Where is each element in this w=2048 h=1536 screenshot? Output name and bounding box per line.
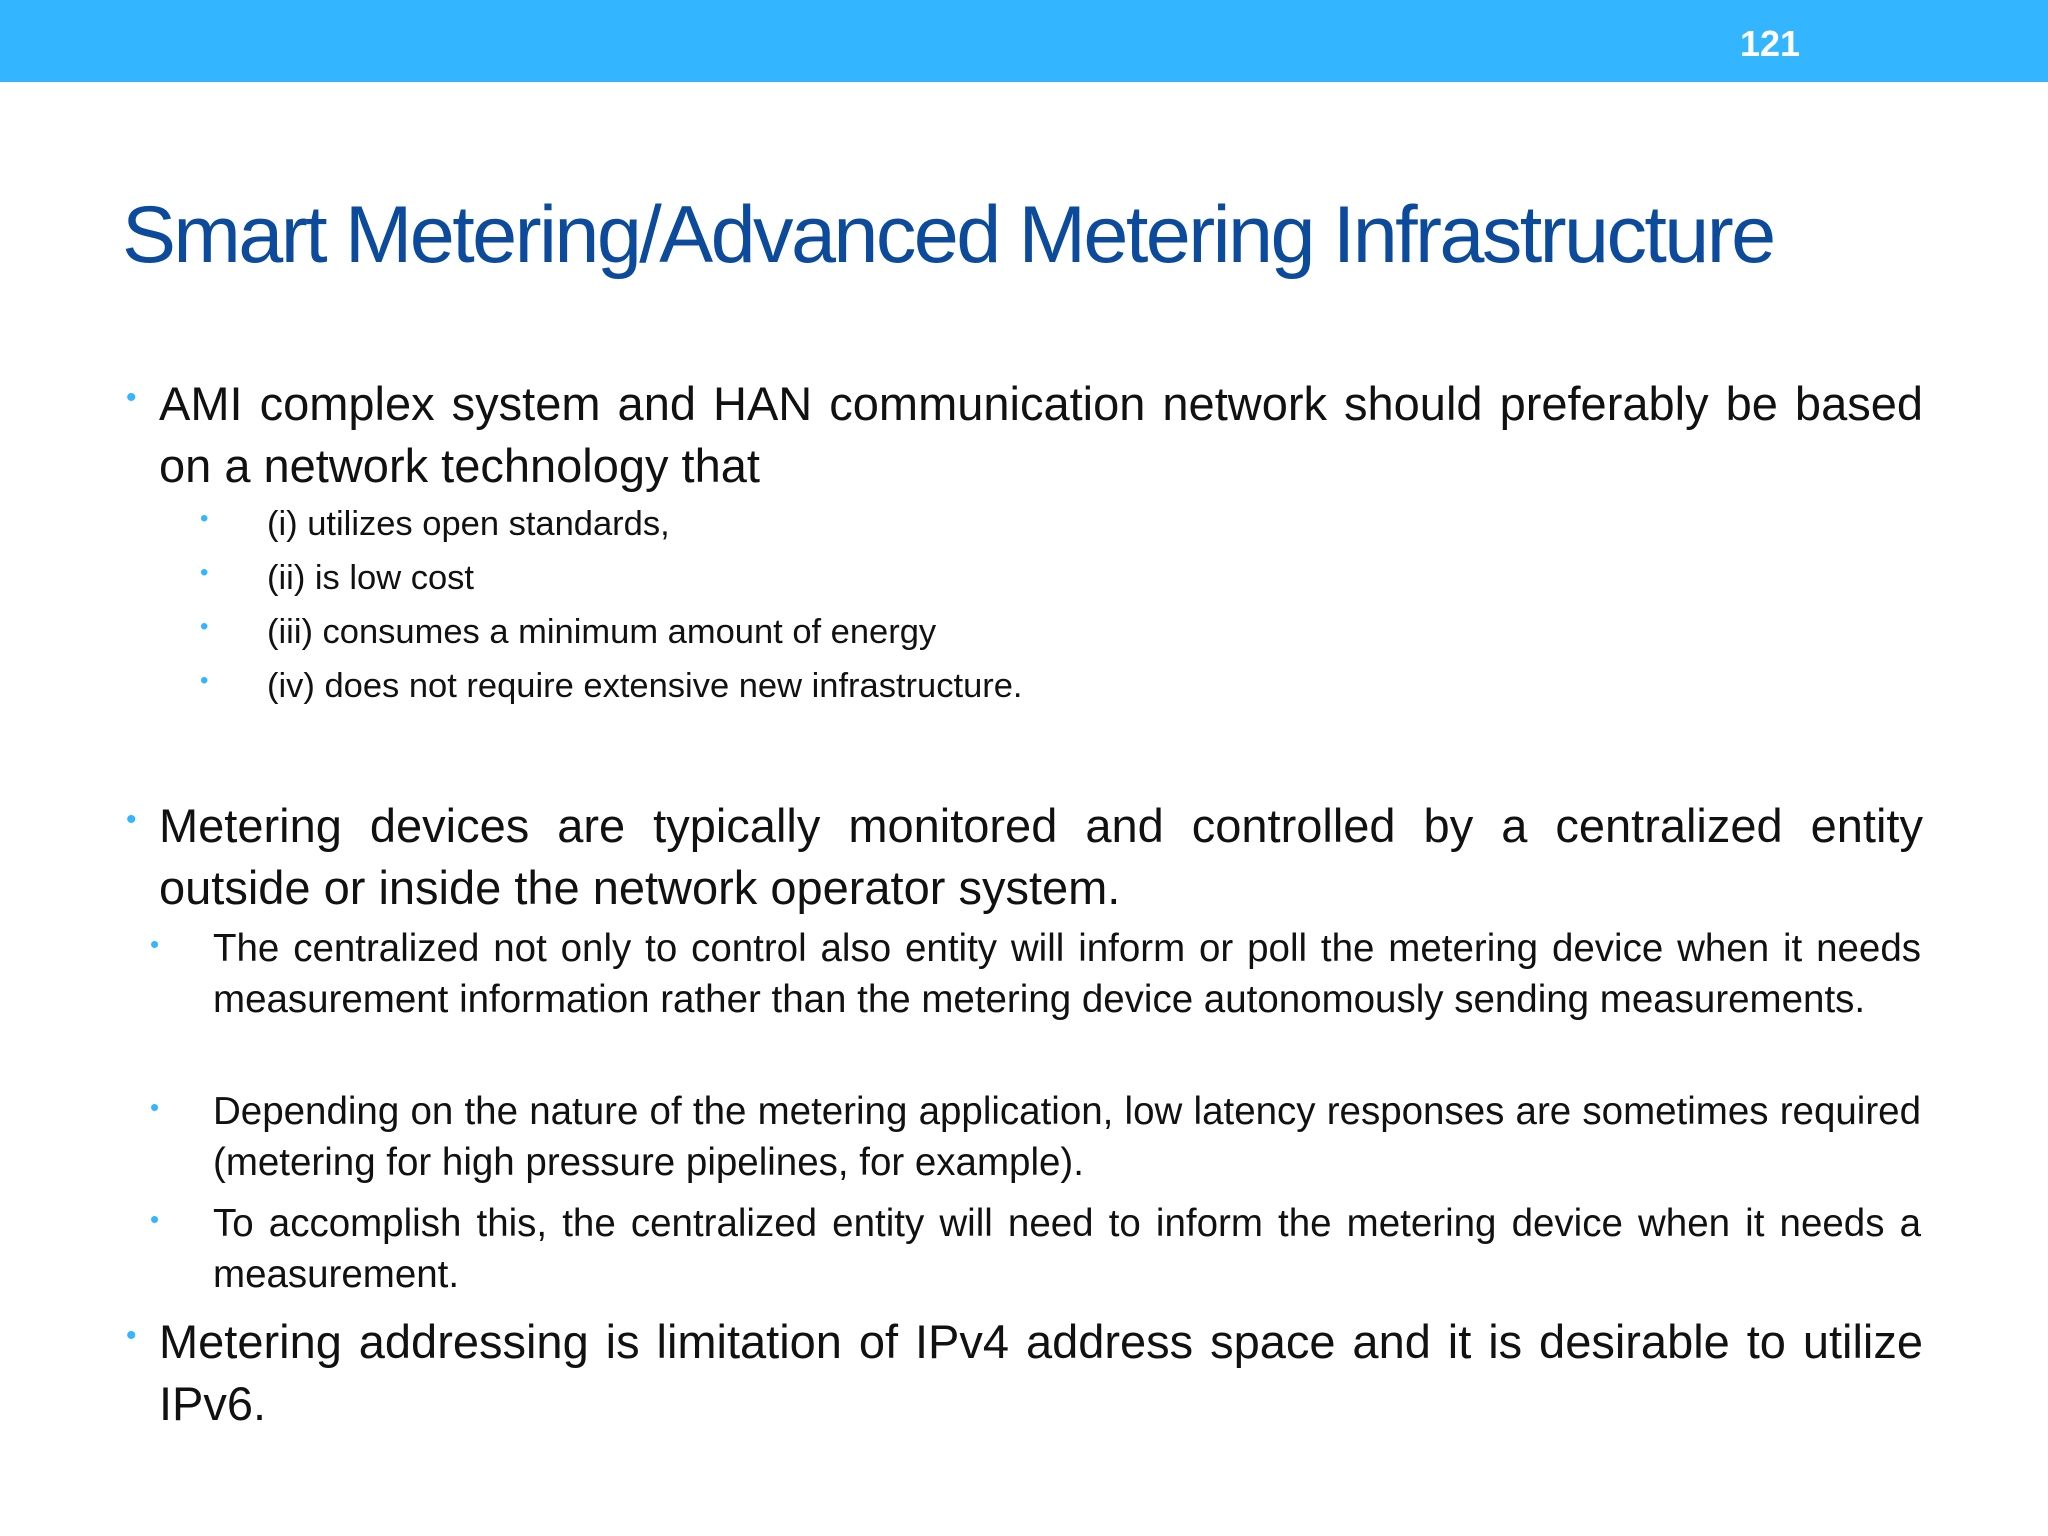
sub-bullet-text: The centralized not only to control also entity will inform or poll the metering device when it needs measurement information rather than the metering device autonomously sending measurements. [213, 927, 1921, 1021]
bullet-text: Metering devices are typically monitored and controlled by a centralized entity outside or inside the network operator system. [159, 799, 1923, 914]
sub-bullet-text: (iv) does not require extensive new infrastructure. [267, 667, 1023, 705]
bullet-dot-icon: • [126, 381, 137, 414]
bullet-text: AMI complex system and HAN communication network should preferably be based on a network technology that [159, 377, 1923, 492]
sub-bullet-item [150, 1086, 1921, 1188]
top-banner [0, 0, 2048, 82]
sub-bullet-text: (ii) is low cost [267, 559, 475, 597]
bullet-dot-icon: • [150, 929, 160, 959]
sub-bullet-text: (iii) consumes a minimum amount of energy [267, 613, 937, 651]
bullet-dot-icon: • [200, 505, 209, 532]
bullet-dot-icon: • [126, 1319, 137, 1352]
sub-bullet-text: To accomplish this, the centralized entity will need to inform the metering device when it needs a measurement. [213, 1202, 1921, 1296]
bullet-dot-icon: • [200, 559, 209, 586]
sub-bullet-item [200, 497, 1567, 551]
sub-bullet-item [200, 551, 1567, 605]
bullet-dot-icon: • [200, 667, 209, 694]
sub-bullet-text: (i) utilizes open standards, [267, 505, 670, 543]
sub-bullet-item [200, 605, 1567, 659]
bullet-dot-icon: • [150, 1092, 160, 1122]
bullet-item [126, 1311, 1923, 1435]
sub-bullet-item [150, 923, 1921, 1025]
bullet-text: Metering addressing is limitation of IPv4 address space and it is desirable to utilize IPv6. [159, 1315, 1923, 1430]
bullet-dot-icon: • [200, 613, 209, 640]
sub-bullet-text: Depending on the nature of the metering application, low latency responses are sometimes required (metering for high pressure pipelines, for example). [213, 1090, 1921, 1184]
bullet-item [126, 373, 1923, 497]
sub-bullet-item [150, 1198, 1921, 1300]
sub-bullet-item [200, 659, 1567, 713]
bullet-dot-icon: • [126, 803, 137, 836]
page-number: 121 [1739, 23, 1801, 64]
slide-title: Smart Metering/Advanced Metering Infrastructure [122, 190, 1774, 280]
bullet-dot-icon: • [150, 1204, 160, 1234]
bullet-item [126, 795, 1923, 919]
